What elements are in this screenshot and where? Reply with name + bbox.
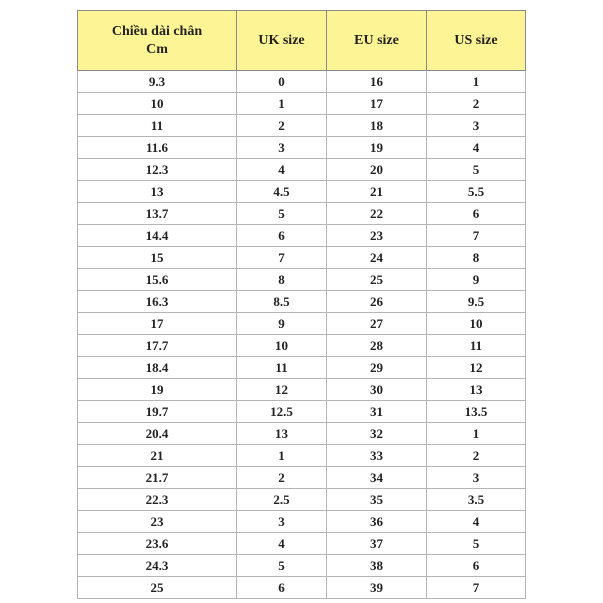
cell-us-size: 5 [427,159,526,181]
cell-eu-size: 35 [327,489,427,511]
cell-foot-length: 24.3 [78,555,237,577]
cell-foot-length: 21.7 [78,467,237,489]
cell-foot-length: 11.6 [78,137,237,159]
cell-foot-length: 17 [78,313,237,335]
cell-foot-length: 15 [78,247,237,269]
cell-foot-length: 10 [78,93,237,115]
cell-us-size: 12 [427,357,526,379]
cell-foot-length: 23.6 [78,533,237,555]
cell-us-size: 7 [427,225,526,247]
table-row [78,71,526,93]
cell-us-size: 9.5 [427,291,526,313]
size-chart [77,10,525,599]
cell-eu-size: 36 [327,511,427,533]
table-row [78,401,526,423]
cell-foot-length: 22.3 [78,489,237,511]
cell-us-size: 3 [427,115,526,137]
cell-eu-size: 21 [327,181,427,203]
cell-foot-length: 16.3 [78,291,237,313]
cell-us-size: 5 [427,533,526,555]
cell-uk-size: 11 [237,357,327,379]
cell-uk-size: 4 [237,533,327,555]
cell-eu-size: 38 [327,555,427,577]
cell-eu-size: 23 [327,225,427,247]
table-row [78,291,526,313]
table-row [78,269,526,291]
cell-uk-size: 8 [237,269,327,291]
cell-uk-size: 0 [237,71,327,93]
cell-eu-size: 19 [327,137,427,159]
cell-uk-size: 6 [237,577,327,599]
header-us-size: US size [427,11,526,71]
cell-uk-size: 7 [237,247,327,269]
cell-foot-length: 11 [78,115,237,137]
cell-uk-size: 13 [237,423,327,445]
cell-foot-length: 12.3 [78,159,237,181]
cell-uk-size: 1 [237,445,327,467]
table-row [78,225,526,247]
table-row [78,577,526,599]
cell-eu-size: 20 [327,159,427,181]
cell-eu-size: 28 [327,335,427,357]
table-row [78,115,526,137]
cell-foot-length: 13 [78,181,237,203]
header-row [78,11,526,71]
table-row [78,93,526,115]
cell-us-size: 7 [427,577,526,599]
cell-uk-size: 12 [237,379,327,401]
cell-eu-size: 32 [327,423,427,445]
cell-uk-size: 5 [237,555,327,577]
cell-eu-size: 27 [327,313,427,335]
cell-uk-size: 8.5 [237,291,327,313]
cell-eu-size: 25 [327,269,427,291]
header-eu-size: EU size [327,11,427,71]
cell-eu-size: 30 [327,379,427,401]
cell-foot-length: 25 [78,577,237,599]
cell-uk-size: 2 [237,115,327,137]
header-uk-size: UK size [237,11,327,71]
cell-us-size: 11 [427,335,526,357]
cell-foot-length: 23 [78,511,237,533]
cell-uk-size: 5 [237,203,327,225]
table-row [78,511,526,533]
table-row [78,467,526,489]
cell-us-size: 1 [427,71,526,93]
cell-us-size: 13 [427,379,526,401]
cell-us-size: 3 [427,467,526,489]
cell-uk-size: 10 [237,335,327,357]
table-row [78,489,526,511]
table-row [78,335,526,357]
cell-eu-size: 34 [327,467,427,489]
cell-foot-length: 14.4 [78,225,237,247]
cell-uk-size: 3 [237,137,327,159]
cell-uk-size: 2.5 [237,489,327,511]
cell-foot-length: 19 [78,379,237,401]
header-foot-length-label: Chiều dài chân [111,23,203,39]
table-body [78,71,526,599]
cell-us-size: 8 [427,247,526,269]
cell-eu-size: 18 [327,115,427,137]
cell-us-size: 13.5 [427,401,526,423]
cell-eu-size: 31 [327,401,427,423]
header-foot-length-unit: Cm [146,41,168,57]
cell-uk-size: 3 [237,511,327,533]
cell-foot-length: 18.4 [78,357,237,379]
cell-foot-length: 17.7 [78,335,237,357]
cell-eu-size: 26 [327,291,427,313]
cell-uk-size: 1 [237,93,327,115]
cell-us-size: 10 [427,313,526,335]
cell-eu-size: 17 [327,93,427,115]
cell-us-size: 4 [427,137,526,159]
cell-eu-size: 29 [327,357,427,379]
cell-eu-size: 33 [327,445,427,467]
cell-uk-size: 4.5 [237,181,327,203]
cell-us-size: 3.5 [427,489,526,511]
table-row [78,313,526,335]
table-row [78,423,526,445]
cell-uk-size: 2 [237,467,327,489]
cell-us-size: 6 [427,555,526,577]
cell-us-size: 2 [427,93,526,115]
cell-us-size: 6 [427,203,526,225]
cell-uk-size: 6 [237,225,327,247]
table-row [78,247,526,269]
table-row [78,159,526,181]
cell-eu-size: 22 [327,203,427,225]
cell-foot-length: 9.3 [78,71,237,93]
table-row [78,445,526,467]
table-row [78,181,526,203]
cell-uk-size: 12.5 [237,401,327,423]
cell-eu-size: 16 [327,71,427,93]
cell-eu-size: 24 [327,247,427,269]
cell-foot-length: 19.7 [78,401,237,423]
cell-uk-size: 4 [237,159,327,181]
table-row [78,357,526,379]
cell-us-size: 1 [427,423,526,445]
cell-foot-length: 13.7 [78,203,237,225]
table-row [78,555,526,577]
table-row [78,533,526,555]
cell-eu-size: 39 [327,577,427,599]
size-table [77,10,526,599]
table-row [78,379,526,401]
cell-foot-length: 21 [78,445,237,467]
cell-us-size: 9 [427,269,526,291]
cell-us-size: 5.5 [427,181,526,203]
table-header [78,11,526,71]
table-row [78,137,526,159]
header-foot-length [78,11,237,71]
cell-foot-length: 15.6 [78,269,237,291]
cell-us-size: 4 [427,511,526,533]
cell-uk-size: 9 [237,313,327,335]
table-row [78,203,526,225]
cell-eu-size: 37 [327,533,427,555]
cell-foot-length: 20.4 [78,423,237,445]
cell-us-size: 2 [427,445,526,467]
